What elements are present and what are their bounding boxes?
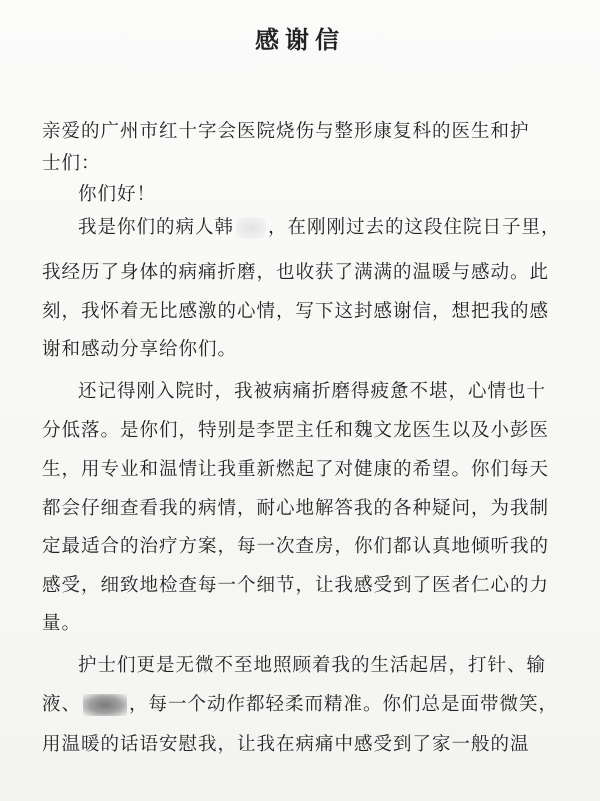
para2-line-3: 生，用专业和温情让我重新燃起了对健康的希望。你们每天 xyxy=(42,459,550,480)
para2-line-2: 分低落。是你们，特别是李罡主任和魏文龙医生以及小彭医 xyxy=(42,420,550,441)
para3-line-2-start: 液、 xyxy=(42,694,82,715)
para3-line-1: 护士们更是无微不至地照顾着我的生活起居，打针、输 xyxy=(78,655,547,676)
para1-line-1 xyxy=(78,213,561,239)
letter-title: 感谢信 xyxy=(255,25,345,54)
para3-line-2 xyxy=(42,690,558,716)
para2-line-6: 感受，细致地检查每一个细节，让我感受到了医者仁心的力 xyxy=(42,575,550,596)
salutation-line-2: 士们： xyxy=(42,153,101,174)
para1-line-1-start: 我是你们的病人韩 xyxy=(78,217,235,238)
para2-line-1: 还记得刚入院时，我被病痛折磨得疲惫不堪，心情也十 xyxy=(78,381,547,402)
para1-line-4: 谢和感动分享给你们。 xyxy=(42,339,238,360)
para1-line-2: 我经历了身体的病痛折磨，也收获了满满的温暖与感动。此 xyxy=(42,262,550,283)
redacted-name xyxy=(236,217,266,239)
para2-line-5: 定最适合的治疗方案，每一次查房，你们都认真地倾听我的 xyxy=(42,536,550,557)
para1-line-1-end: ，在刚刚过去的这段住院日子里， xyxy=(268,217,561,238)
para2-line-4: 都会仔细查看我的病情，耐心地解答我的各种疑问，为我制 xyxy=(42,498,550,519)
para1-line-3: 刻，我怀着无比感激的心情，写下这封感谢信，想把我的感 xyxy=(42,301,550,322)
para2-line-7: 量。 xyxy=(42,613,82,634)
greeting: 你们好！ xyxy=(78,184,157,205)
salutation-line-1: 亲爱的广州市红十字会医院烧伤与整形康复科的医生和护 xyxy=(42,121,530,142)
para3-line-2-end: ，每一个动作都轻柔而精准。你们总是面带微笑， xyxy=(129,694,559,715)
redacted-word xyxy=(83,694,127,716)
para3-line-3: 用温暖的话语安慰我，让我在病痛中感受到了家一般的温 xyxy=(42,734,530,755)
